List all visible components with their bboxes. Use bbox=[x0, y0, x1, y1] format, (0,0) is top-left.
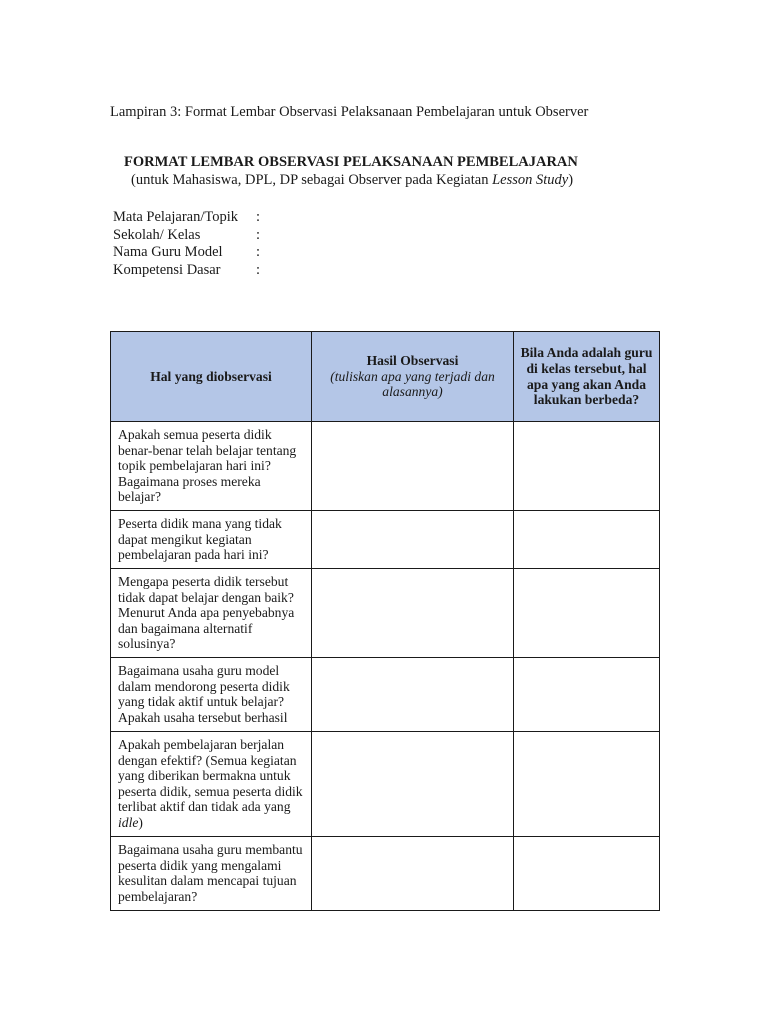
table-row bbox=[111, 658, 660, 732]
alternative-cell[interactable] bbox=[514, 732, 660, 837]
header-observation-result bbox=[312, 332, 514, 422]
field-label: Nama Guru Model bbox=[113, 244, 223, 261]
alternative-cell[interactable] bbox=[514, 837, 660, 911]
header-result-sub: (tuliskan apa yang terjadi dan alasannya) bbox=[330, 368, 495, 400]
alternative-cell[interactable] bbox=[514, 569, 660, 658]
table-row bbox=[111, 511, 660, 569]
question-cell: Peserta didik mana yang tidak dapat mengikut kegiatan pembelajaran pada hari ini? bbox=[111, 511, 312, 569]
header-observed-item: Hal yang diobservasi bbox=[111, 332, 312, 422]
field-label: Sekolah/ Kelas bbox=[113, 226, 201, 243]
subtitle-suffix: ) bbox=[568, 172, 574, 188]
form-subtitle bbox=[131, 172, 573, 189]
question-cell: Apakah semua peserta didik benar-benar telah belajar tentang topik pembelajaran hari ini? Bagaimana proses mereka belajar? bbox=[111, 422, 312, 511]
alternative-cell[interactable] bbox=[514, 422, 660, 511]
result-cell[interactable] bbox=[312, 732, 514, 837]
field-school-class bbox=[113, 227, 266, 245]
question-cell: Apakah pembelajaran berjalan dengan efektif? (Semua kegiatan yang diberikan bermakna untuk peserta didik, semua peserta didik terlibat aktif dan tidak ada yang idle) bbox=[111, 732, 312, 837]
table-row bbox=[111, 837, 660, 911]
result-cell[interactable] bbox=[312, 569, 514, 658]
field-model-teacher bbox=[113, 244, 266, 262]
table-header-row bbox=[111, 332, 660, 422]
table-row bbox=[111, 422, 660, 511]
identity-fields bbox=[113, 209, 266, 279]
form-title: FORMAT LEMBAR OBSERVASI PELAKSANAAN PEMBELAJARAN bbox=[124, 154, 578, 170]
result-cell[interactable] bbox=[312, 511, 514, 569]
result-cell[interactable] bbox=[312, 422, 514, 511]
alternative-cell[interactable] bbox=[514, 511, 660, 569]
table-row bbox=[111, 732, 660, 837]
header-result-main: Hasil Observasi bbox=[366, 353, 459, 369]
field-colon: : bbox=[256, 261, 261, 278]
field-colon: : bbox=[256, 209, 261, 225]
subtitle-prefix: (untuk Mahasiswa, DPL, DP sebagai Observer pada Kegiatan bbox=[131, 172, 493, 188]
appendix-caption: Lampiran 3: Format Lembar Observasi Pelaksanaan Pembelajaran untuk Observer bbox=[110, 104, 589, 120]
field-basic-competence bbox=[113, 262, 266, 280]
question-cell: Bagaimana usaha guru membantu peserta didik yang mengalami kesulitan dalam mencapai tujuan pembelajaran? bbox=[111, 837, 312, 911]
result-cell[interactable] bbox=[312, 837, 514, 911]
result-cell[interactable] bbox=[312, 658, 514, 732]
question-cell: Bagaimana usaha guru model dalam mendorong peserta didik yang tidak aktif untuk belajar? Apakah usaha tersebut berhasil bbox=[111, 658, 312, 732]
field-colon: : bbox=[256, 226, 261, 243]
field-label: Kompetensi Dasar bbox=[113, 261, 221, 278]
field-subject bbox=[113, 209, 266, 227]
table-row bbox=[111, 569, 660, 658]
field-label: Mata Pelajaran/Topik bbox=[113, 209, 239, 225]
header-alternative-action: Bila Anda adalah guru di kelas tersebut, hal apa yang akan Anda lakukan berbeda? bbox=[514, 332, 660, 422]
subtitle-italic: Lesson Study bbox=[492, 172, 569, 188]
observation-table bbox=[110, 331, 660, 911]
question-cell: Mengapa peserta didik tersebut tidak dapat belajar dengan baik? Menurut Anda apa penyebabnya dan bagaimana alternatif solusinya? bbox=[111, 569, 312, 658]
field-colon: : bbox=[256, 244, 261, 261]
alternative-cell[interactable] bbox=[514, 658, 660, 732]
